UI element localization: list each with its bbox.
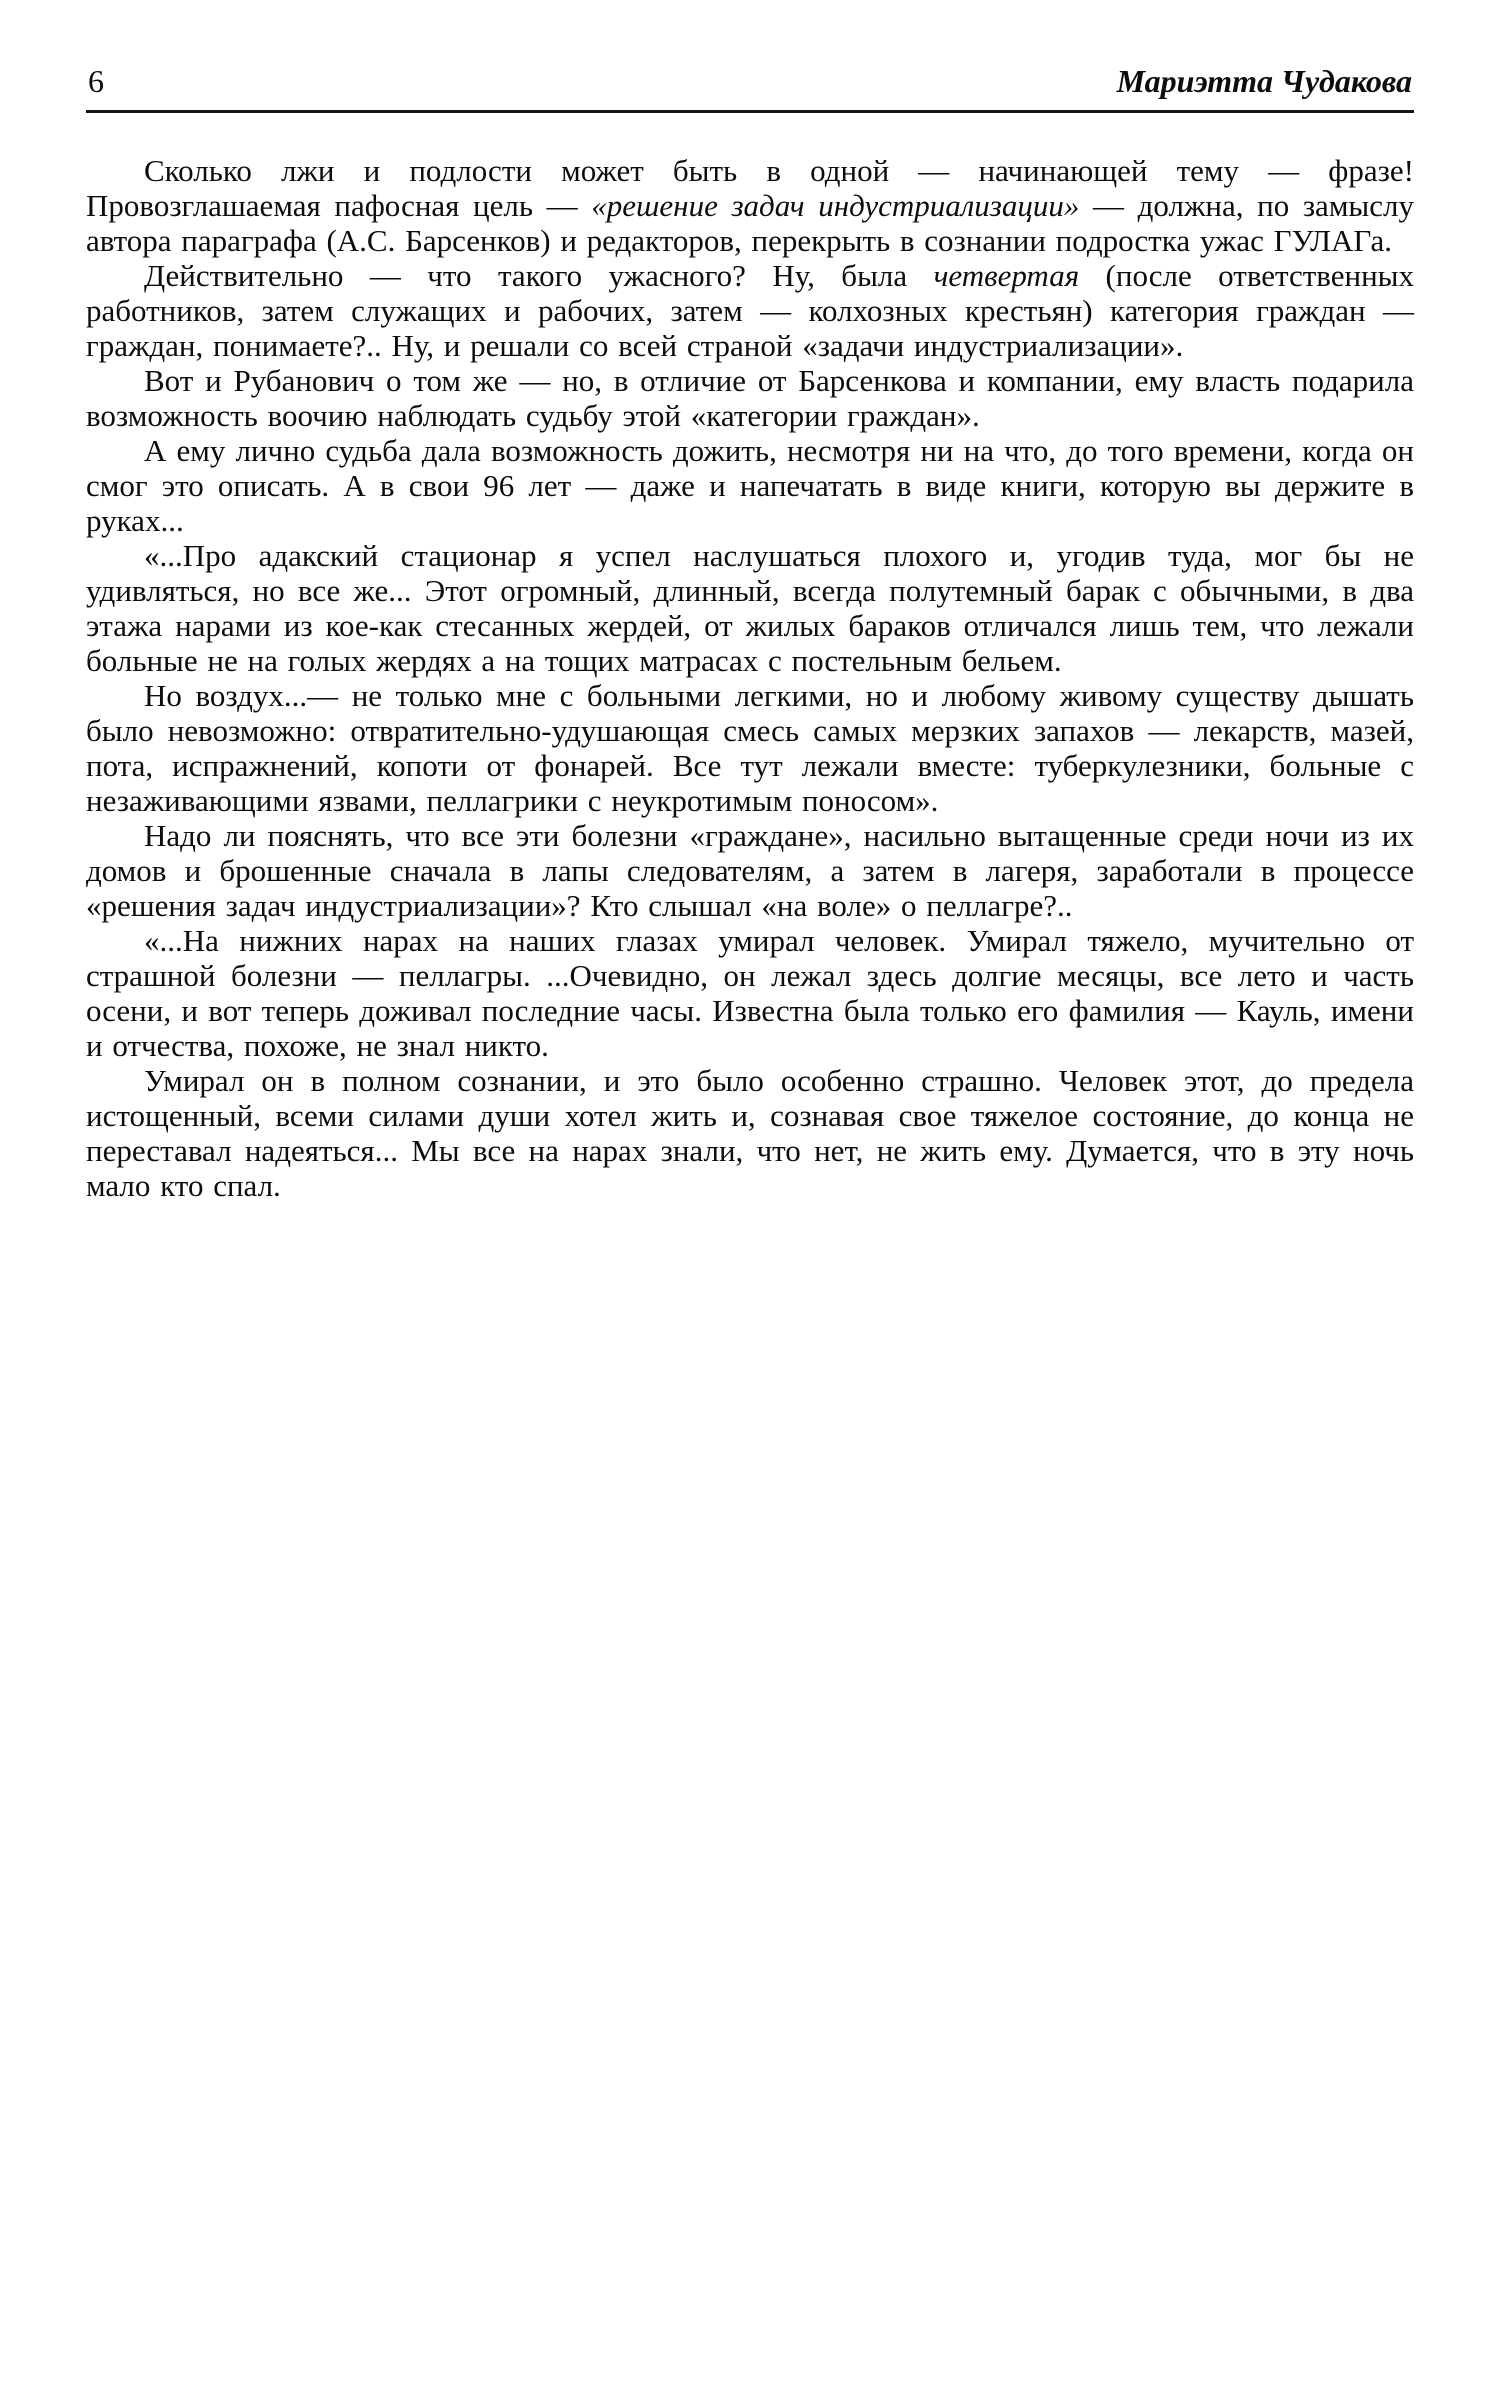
page-header [86,64,1414,110]
text-segment: Умирал он в полном сознании, и это было особенно страшно. Человек этот, до предела истощенный, всеми силами души хотел жить и, сознавая свое тяжелое состояние, до конца не переставал надеяться... Мы все на нарах знали, что нет, не жить ему. Думается, что в эту ночь мало кто спал. [86,1063,1414,1203]
text-segment: Сколько лжи и подлости может быть в одной — начинающей тему — фразе! Провозглашаемая пафосная цель — [86,153,1414,223]
paragraph [86,538,1414,678]
running-head: Мариэтта Чудакова [1116,63,1412,99]
text-segment: (после ответственных работников, затем служащих и рабочих, затем — колхозных крестьян) категория граждан — граждан, понимаете?.. Ну, и решали со всей страной «задачи индустриализации». [86,258,1414,363]
paragraph [86,678,1414,818]
paragraph [86,923,1414,1063]
paragraph [86,1063,1414,1203]
text-segment: Вот и Рубанович о том же — но, в отличие от Барсенкова и компании, ему власть подарила возможность воочию наблюдать судьбу этой «категории граждан». [86,363,1414,433]
text-segment: А ему лично судьба дала возможность дожить, несмотря ни на что, до того времени, когда он смог это описать. А в свои 96 лет — даже и напечатать в виде книги, которую вы держите в руках... [86,433,1414,538]
text-segment: «...На нижних нарах на наших глазах умирал человек. Умирал тяжело, мучительно от страшной болезни — пеллагры. ...Очевидно, он лежал здесь долгие месяцы, все лето и часть осени, и вот теперь доживал последние часы. Известна была только его фамилия — Кауль, имени и отчества, похоже, не знал никто. [86,923,1414,1063]
italic-text-segment: «решение задач индустриализации» [591,188,1080,223]
paragraph [86,818,1414,923]
italic-text-segment: четвертая [933,258,1080,293]
text-segment: «...Про адакский стационар я успел наслушаться плохого и, угодив туда, мог бы не удивляться, но все же... Этот огромный, длинный, всегда полутемный барак с обычными, в два этажа нарами из кое-как стесанных жердей, от жилых бараков отличался лишь тем, что лежали больные не на голых жердях а на тощих матрасах с постельным бельем. [86,538,1414,678]
paragraph [86,363,1414,433]
body-text [86,153,1414,1203]
header-rule [86,110,1414,113]
text-segment: Действительно — что такого ужасного? Ну, была [144,258,934,293]
text-segment: — должна, по замыслу автора параграфа (А.С. Барсенков) и редакторов, перекрыть в сознании подростка ужас ГУЛАГа. [86,188,1414,258]
paragraph [86,433,1414,538]
page-number: 6 [88,63,105,99]
text-segment: Но воздух...— не только мне с больными легкими, но и любому живому существу дышать было невозможно: отвратительно-удушающая смесь самых мерзких запахов — лекарств, мазей, пота, испражнений, копоти от фонарей. Все тут лежали вместе: туберкулезники, больные с незаживающими язвами, пеллагрики с неукротимым поносом». [86,678,1414,818]
paragraph [86,153,1414,258]
text-segment: Надо ли пояснять, что все эти болезни «граждане», насильно вытащенные среди ночи из их домов и брошенные сначала в лапы следователям, а затем в лагеря, заработали в процессе «решения задач индустриализации»? Кто слышал «на воле» о пеллагре?.. [86,818,1414,923]
paragraph [86,258,1414,363]
